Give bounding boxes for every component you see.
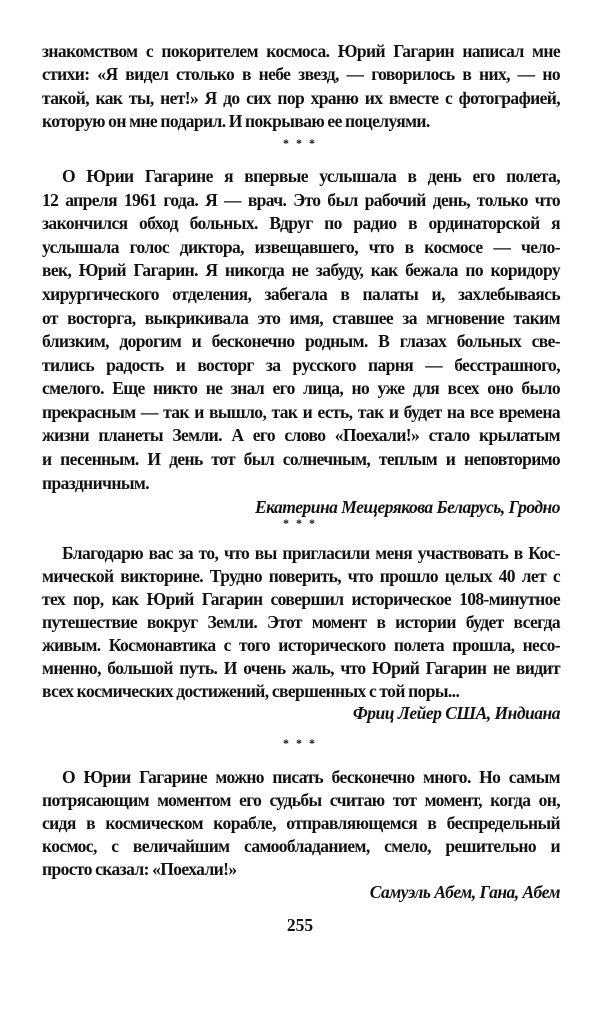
text-line: 12 апреля 1961 года. Я — врач. Это был рабочий день, только что (42, 190, 560, 210)
text-line: сидя в космическом корабле, отправляющемся в беспредельный (42, 813, 560, 833)
text-line: закончился обход больных. Вдруг по радио в ординаторской я (42, 213, 560, 233)
text-line: Благодарю вас за то, что вы пригласили меня участвовать в Кос- (62, 543, 560, 563)
text-line: смелого. Еще никто не знал его лица, но уже для всех оно было (42, 378, 560, 398)
text-line: тились радость и восторг за русского парня — бесстрашного, (42, 355, 560, 375)
text-line: услышала голос диктора, извещавшего, что в космосе — чело- (42, 237, 560, 257)
signature: Фриц Лейер США, Индиана (352, 703, 560, 723)
text-line: космос, с величайшим самообладанием, смело, решительно и (42, 836, 560, 856)
text-line: потрясающим моментом его судьбы считаю тот момент, когда он, (42, 790, 560, 810)
signature: Екатерина Мещерякова Беларусь, Гродно (254, 497, 560, 517)
text-line: от восторга, выкрикивала это имя, ставшее за мгновение таким (42, 308, 560, 328)
text-line: всех космических достижений, свершенных с той поры... (42, 681, 460, 701)
text-line: тех пор, как Юрий Гагарин совершил историческое 108-минутное (42, 589, 560, 609)
text-line: прекрасным — так и вышло, так и есть, так и будет на все времена (42, 402, 560, 422)
section-separator: * * * (283, 516, 317, 530)
text-line: век, Юрий Гагарин. Я никогда не забуду, как бежала по коридору (42, 260, 560, 280)
text-line: жизни планеты Земли. А его слово «Поехали!» стало крылатым (42, 425, 560, 445)
text-line: близким, дорогим и бесконечно родным. В глазах больных све- (42, 331, 560, 351)
section-separator: * * * (283, 136, 317, 150)
text-line: О Юрии Гагарине я впервые услышала в день его полета, (62, 166, 560, 186)
text-line: такой, как ты, нет!» Я до сих пор храню их вместе с фотографией, (42, 88, 560, 108)
section-separator: * * * (283, 736, 317, 750)
text-line: знакомством с покорителем космоса. Юрий Гагарин написал мне (42, 41, 560, 61)
text-line: путешествие вокруг Земли. Этот момент в истории будет всегда (42, 612, 560, 632)
page-number: 255 (286, 915, 314, 935)
text-line: которую он мне подарил. И покрываю ее поцелуями. (42, 111, 430, 131)
text-line: просто сказал: «Поехали!» (42, 859, 237, 879)
text-line: мической викторине. Трудно поверить, что прошло целых 40 лет с (42, 566, 560, 586)
text-line: живым. Космонавтика с того исторического полета прошла, несо- (42, 635, 560, 655)
signature: Самуэль Абем, Гана, Абем (369, 882, 560, 902)
text-line: мненно, большой путь. И очень жаль, что Юрий Гагарин не видит (42, 658, 560, 678)
text-line: стихи: «Я видел столько в небе звезд, — говорилось в них, — но (42, 64, 560, 84)
text-line: праздничным. (42, 473, 150, 493)
text-line: и песенным. И день тот был солнечным, теплым и неповторимо (42, 449, 560, 469)
text-line: О Юрии Гагарине можно писать бесконечно много. Но самым (62, 767, 560, 787)
text-line: хирургического отделения, забегала в палаты и, захлебываясь (42, 284, 560, 304)
